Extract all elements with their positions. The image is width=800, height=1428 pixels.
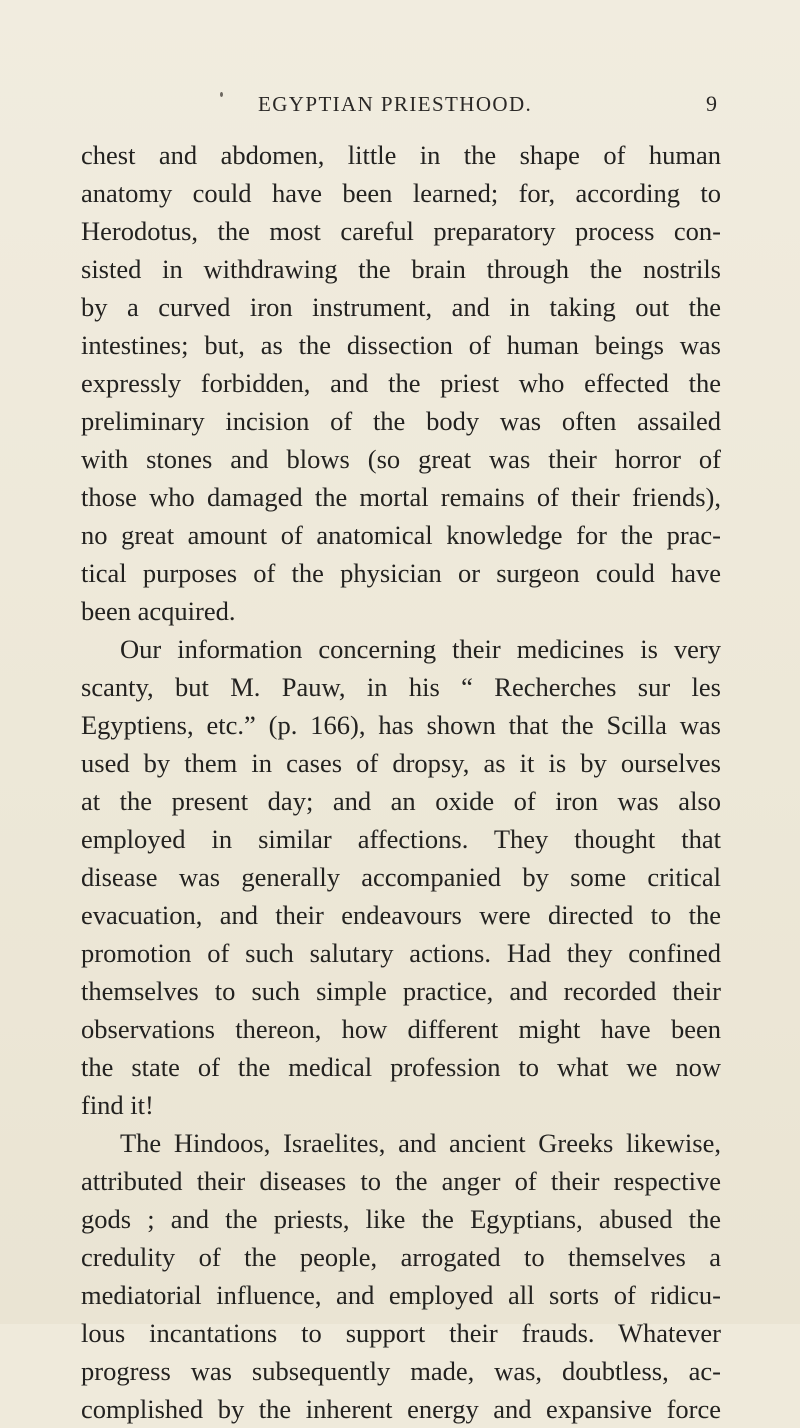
text-line: tical purposes of the physician or surgeon could have	[81, 558, 721, 588]
text-line: mediatorial influence, and employed all sorts of ridicu-	[81, 1280, 721, 1310]
text-line: with stones and blows (so great was their horror of	[81, 444, 721, 474]
text-line: chest and abdomen, little in the shape of human	[81, 140, 721, 170]
text-line: by a curved iron instrument, and in taking out the	[81, 292, 721, 322]
text-line: evacuation, and their endeavours were directed to the	[81, 900, 721, 930]
text-line: sisted in withdrawing the brain through the nostrils	[81, 254, 721, 284]
text-line: intestines; but, as the dissection of human beings was	[81, 330, 721, 360]
text-line: used by them in cases of dropsy, as it is by ourselves	[81, 748, 721, 778]
text-line: lous incantations to support their frauds. Whatever	[81, 1318, 721, 1348]
paragraph-end-line: find it!	[81, 1090, 154, 1120]
text-line: at the present day; and an oxide of iron was also	[81, 786, 721, 816]
running-title: EGYPTIAN PRIESTHOOD.	[258, 92, 533, 116]
text-line: themselves to such simple practice, and recorded their	[81, 976, 721, 1006]
text-line: attributed their diseases to the anger of their respective	[81, 1166, 721, 1196]
text-line: disease was generally accompanied by some critical	[81, 862, 721, 892]
text-line: no great amount of anatomical knowledge for the prac-	[81, 520, 721, 550]
text-line: anatomy could have been learned; for, according to	[81, 178, 721, 208]
text-line: observations thereon, how different might have been	[81, 1014, 721, 1044]
paragraph-start-line: The Hindoos, Israelites, and ancient Greeks likewise,	[120, 1128, 721, 1158]
text-line: progress was subsequently made, was, doubtless, ac-	[81, 1356, 721, 1386]
text-line: scanty, but M. Pauw, in his “ Recherches sur les	[81, 672, 721, 702]
text-line: promotion of such salutary actions. Had they confined	[81, 938, 721, 968]
text-line: expressly forbidden, and the priest who effected the	[81, 368, 721, 398]
text-line: gods ; and the priests, like the Egyptians, abused the	[81, 1204, 721, 1234]
text-line: credulity of the people, arrogated to themselves a	[81, 1242, 721, 1272]
paragraph-end-line: been acquired.	[81, 596, 236, 626]
text-line: preliminary incision of the body was often assailed	[81, 406, 721, 436]
page-number: 9	[706, 91, 717, 116]
text-line: those who damaged the mortal remains of their friends),	[81, 482, 721, 512]
running-head	[0, 84, 800, 124]
paragraph-start-line: Our information concerning their medicines is very	[120, 634, 721, 664]
text-line: Herodotus, the most careful preparatory process con-	[81, 216, 721, 246]
text-line: Egyptiens, etc.” (p. 166), has shown that the Scilla was	[81, 710, 721, 740]
text-line: employed in similar affections. They thought that	[81, 824, 721, 854]
text-line: complished by the inherent energy and expansive force	[81, 1394, 721, 1424]
text-line: the state of the medical profession to what we now	[81, 1052, 721, 1082]
